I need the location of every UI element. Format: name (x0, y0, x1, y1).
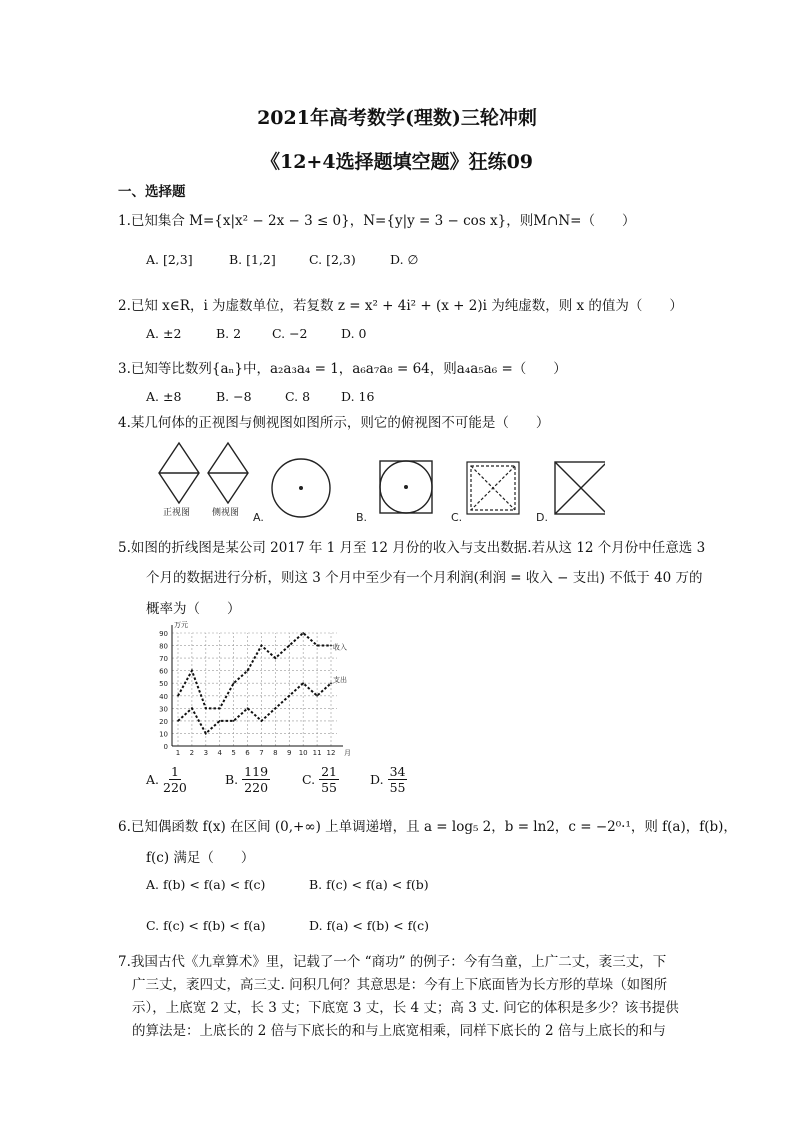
denominator: 55 (389, 780, 406, 795)
question-5-line-2: 个月的数据进行分析，则这 3 个月中至少有一个月利润(利润 = 收入 − 支出) 不低于 40 万的 (146, 570, 703, 586)
option-a-center-dot (299, 486, 303, 490)
data-point (219, 707, 221, 709)
data-point (288, 695, 290, 697)
q4-option-b: B. (356, 511, 368, 524)
x-tick-label: 10 (298, 749, 308, 757)
data-point (219, 720, 221, 722)
side-view-diagram (208, 443, 248, 503)
q5-option-a (146, 764, 187, 795)
y-tick-label: 90 (159, 630, 168, 638)
numerator: 1 (170, 764, 179, 779)
question-7-line-3: 示），上底宽 2 丈，长 3 丈；下底宽 3 丈，长 4 丈；高 3 丈. 问它的体积是多少？该书提供 (132, 1000, 679, 1016)
question-5-line-1: 5.如图的折线图是某公司 2017 年 1 月至 12 月份的收入与支出数据.若从这 12 个月份中任意选 3 (118, 540, 706, 556)
data-point (274, 657, 276, 659)
x-tick-label: 9 (287, 749, 292, 757)
data-point (288, 645, 290, 647)
x-tick-label: 2 (189, 749, 195, 757)
numerator: 119 (244, 764, 269, 779)
question-7-line-2: 广三丈，袤四丈，高三丈. 问积几何？其意思是：今有上下底面皆为长方形的草垛（如图所 (132, 977, 668, 993)
y-tick-label: 70 (159, 655, 168, 664)
data-point (191, 707, 193, 709)
x-tick-label: 5 (231, 749, 236, 757)
side-view-label: 侧视图 (212, 508, 240, 518)
question-7-line-4: 的算法是：上底长的 2 倍与下底长的和与上底宽相乘，同样下底长的 2 倍与上底长的和与 (132, 1023, 666, 1039)
data-point (191, 670, 193, 672)
q2-option-c: C. −2 (272, 326, 308, 341)
front-view-diagram (159, 443, 199, 503)
fraction (388, 764, 408, 795)
q4-option-a: A. (253, 511, 264, 524)
numerator: 21 (321, 764, 337, 779)
legend-label: 支出 (333, 676, 347, 685)
option-b-center-dot (404, 485, 408, 489)
q4-option-c: C. (451, 511, 463, 524)
option-letter: D. (370, 772, 384, 787)
question-7-line-1: 7.我国古代《九章算术》里，记载了一个 “商功” 的例子：今有刍童，上广二丈，袤三丈，下 (118, 954, 667, 970)
data-point (261, 645, 263, 647)
data-point (330, 645, 332, 647)
denominator: 55 (321, 780, 337, 795)
q5-option-d (370, 764, 407, 795)
q1-option-b: B. [1,2] (229, 252, 276, 267)
x-tick-label: 7 (259, 749, 264, 757)
question-6-line-2: f(c) 满足（ ） (146, 850, 255, 866)
y-tick-label: 40 (159, 692, 168, 701)
data-point (233, 682, 235, 684)
option-letter: B. (225, 772, 239, 787)
question-1: 1.已知集合 M={x|x² − 2x − 3 ≤ 0}，N={y|y = 3 − cos x}，则M∩N=（ ） (118, 213, 636, 229)
q3-option-c: C. 8 (285, 389, 311, 404)
question-5-line-3: 概率为（ ） (146, 601, 241, 617)
data-point (274, 707, 276, 709)
q3-option-b: B. −8 (216, 389, 252, 404)
q2-option-d: D. 0 (341, 326, 367, 341)
data-point (205, 707, 207, 709)
q6-option-d: D. f(a) < f(b) < f(c) (309, 918, 429, 933)
fraction (242, 764, 270, 795)
q1-option-d: D. ∅ (390, 252, 419, 267)
question-3: 3.已知等比数列{aₙ}中，a₂a₃a₄ = 1，a₆a₇a₈ = 64，则a₄a₅a₆ =（ ） (118, 361, 567, 377)
option-c-dashed-square (467, 462, 519, 514)
data-point (316, 645, 318, 647)
front-view-label: 正视图 (163, 508, 191, 518)
option-letter: A. (146, 772, 160, 787)
q1-option-a: A. [2,3] (146, 252, 193, 267)
option-letter: C. (302, 772, 316, 787)
data-point (177, 720, 179, 722)
denominator: 220 (163, 780, 187, 795)
data-point (316, 695, 318, 697)
q4-option-d: D. (536, 511, 548, 524)
q4-figures (155, 440, 605, 525)
y-tick-label: 10 (159, 730, 168, 739)
fraction (319, 764, 339, 795)
q2-option-a: A. ±2 (146, 326, 182, 341)
denominator: 220 (244, 780, 269, 795)
q3-option-d: D. 16 (341, 389, 375, 404)
income-expense-chart (142, 618, 352, 760)
q1-option-c: C. [2,3) (309, 252, 356, 267)
page-subtitle: 《12+4选择题填空题》狂练09 (260, 151, 534, 173)
x-tick-label: 8 (273, 749, 278, 757)
q6-option-a: A. f(b) < f(a) < f(c) (146, 877, 266, 892)
data-point (233, 720, 235, 722)
data-point (205, 733, 207, 735)
option-d-square-x (555, 462, 605, 514)
data-point (247, 707, 249, 709)
question-4: 4.某几何体的正视图与侧视图如图所示，则它的俯视图不可能是（ ） (118, 415, 550, 431)
data-point (247, 670, 249, 672)
y-tick-label: 60 (159, 667, 168, 676)
question-2: 2.已知 x∈R，i 为虚数单位，若复数 z = x² + 4i² + (x + 2)i 为纯虚数，则 x 的值为（ ） (118, 298, 683, 314)
x-tick-label: 11 (312, 749, 322, 757)
y-tick-label: 50 (159, 680, 168, 689)
section-heading: 一、选择题 (118, 184, 186, 200)
y-tick-label: 30 (159, 705, 168, 714)
q3-option-a: A. ±8 (146, 389, 182, 404)
y-tick-label: 20 (159, 717, 168, 726)
data-point (302, 632, 304, 634)
numerator: 34 (389, 764, 406, 779)
q5-option-b (225, 764, 270, 795)
data-point (302, 682, 304, 684)
x-tick-label: 12 (326, 749, 336, 757)
x-tick-label: 4 (217, 749, 222, 757)
q6-option-b: B. f(c) < f(a) < f(b) (309, 877, 429, 892)
question-6-line-1: 6.已知偶函数 f(x) 在区间 (0,+∞) 上单调递增，且 a = log₅ 2，b = ln2，c = −2⁰·¹，则 f(a)，f(b)， (118, 819, 737, 835)
q2-option-b: B. 2 (216, 326, 242, 341)
q5-option-c (302, 764, 339, 795)
x-axis-label: 月 (344, 749, 351, 757)
data-point (261, 720, 263, 722)
x-tick-label: 1 (175, 749, 181, 757)
y-tick-label: 0 (163, 743, 168, 751)
q6-option-c: C. f(c) < f(b) < f(a) (146, 918, 266, 933)
x-tick-label: 6 (245, 749, 250, 757)
legend-label: 收入 (333, 643, 347, 652)
data-point (330, 682, 332, 684)
page-title: 2021年高考数学(理数)三轮冲刺 (257, 107, 537, 129)
data-point (177, 695, 179, 697)
fraction (163, 764, 187, 795)
x-tick-label: 3 (203, 749, 209, 757)
y-axis-label: 万元 (174, 621, 188, 629)
y-tick-label: 80 (159, 642, 168, 651)
